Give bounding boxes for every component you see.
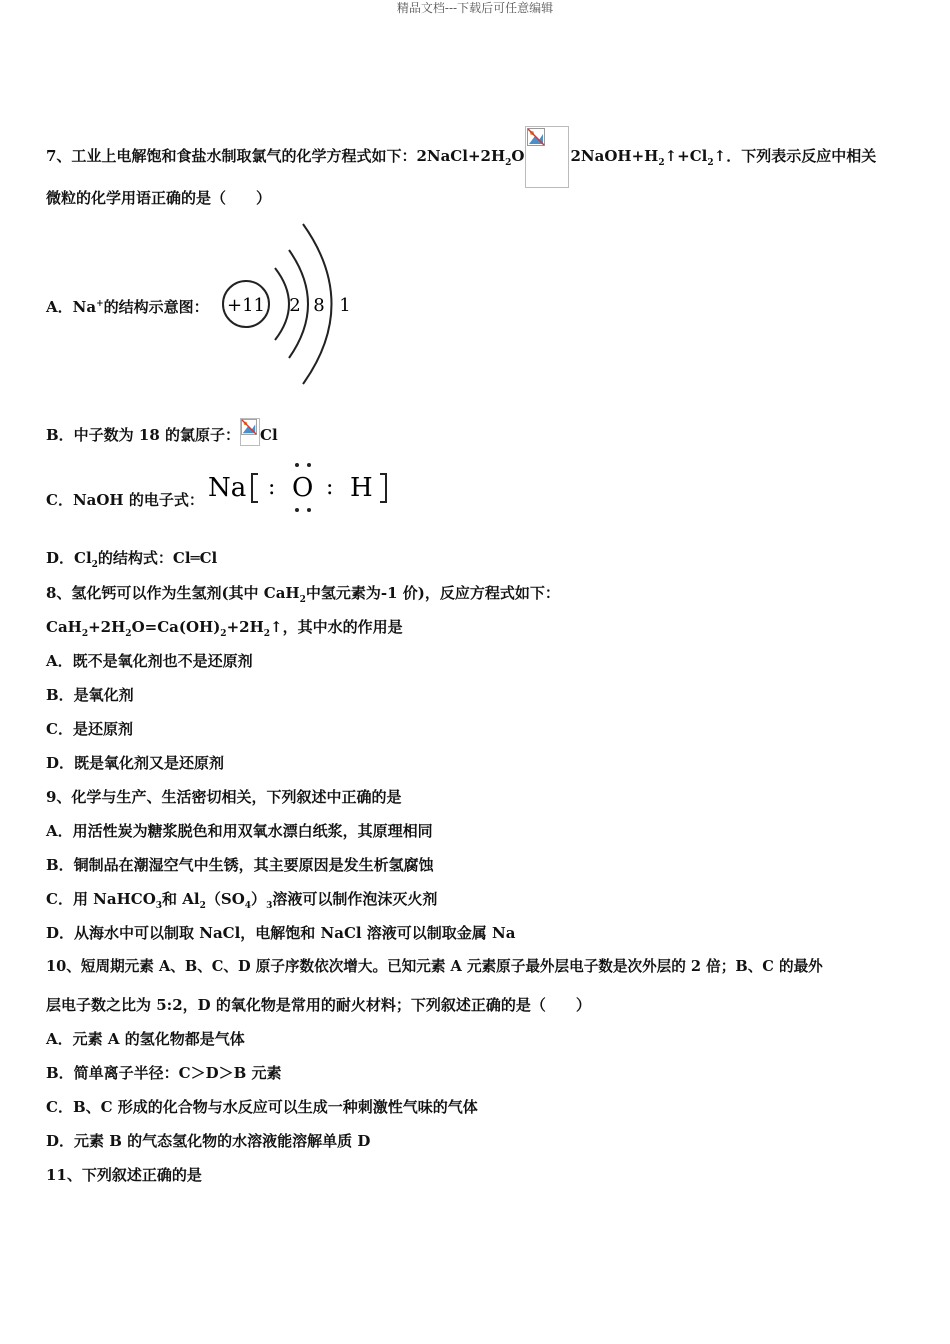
q7-option-d: D．$Cl_2$的结构式：Cl═Cl (46, 549, 218, 570)
naoh-electron-formula (206, 458, 391, 518)
shell-arc-1 (275, 268, 289, 340)
page-header: 精品文档---下载后可任意编辑 (396, 1, 554, 15)
q10-option-a: A．元素 A 的氢化物都是气体 (46, 1030, 245, 1048)
electron-dot (295, 508, 299, 512)
shell-count-1: 2 (289, 295, 301, 316)
right-bracket (380, 474, 386, 502)
q10-option-c: C．B、C 形成的化合物与水反应可以生成一种刺激性气味的气体 (46, 1098, 478, 1116)
electron-pair-right: : (326, 475, 334, 500)
q8-stem-line1: 8、氢化钙可以作为生氢剂(其中 CaH$_2$中氢元素为-1 价)，反应方程式如下： (46, 584, 560, 605)
q9-stem: 9、化学与生产、生活密切相关，下列叙述中正确的是 (46, 788, 402, 806)
q9-option-b: B．铜制品在潮湿空气中生锈，其主要原因是发生析氢腐蚀 (46, 856, 434, 874)
q10-option-d: D．元素 B 的气态氢化物的水溶液能溶解单质 D (46, 1132, 371, 1150)
electron-pair-left: : (268, 475, 276, 500)
q11-stem: 11、下列叙述正确的是 (46, 1166, 202, 1184)
hydrogen-symbol: H (350, 473, 373, 503)
q10-stem-line2: 层电子数之比为 5:2，D 的氧化物是常用的耐火材料；下列叙述正确的是（ ） (46, 996, 591, 1014)
shell-count-3: 1 (339, 295, 351, 316)
q9-option-d: D．从海水中可以制取 NaCl，电解饱和 NaCl 溶液可以制取金属 Na (46, 924, 516, 942)
sodium-ion-structure-diagram (215, 220, 360, 390)
shell-count-2: 8 (313, 295, 325, 316)
q8-option-b: B．是氧化剂 (46, 686, 134, 704)
q10-option-b: B．简单离子半径：C＞D＞B 元素 (46, 1064, 282, 1082)
q8-option-d: D．既是氧化剂又是还原剂 (46, 754, 225, 772)
broken-image-icon (525, 126, 569, 188)
electron-dot (307, 508, 311, 512)
electron-dot (307, 463, 311, 467)
electron-dot (295, 463, 299, 467)
q7-option-c: C．NaOH 的电子式： (46, 491, 204, 509)
left-bracket (252, 474, 258, 502)
q9-option-c: C．用 NaHCO$_3$和 $Al_2(SO_4)_3$溶液可以制作泡沫灭火剂 (46, 890, 438, 911)
q7-stem-line2: 微粒的化学用语正确的是（ ） (46, 189, 272, 207)
sodium-symbol: Na (208, 473, 247, 503)
q8-option-c: C．是还原剂 (46, 720, 133, 738)
q10-stem-line1: 10、短周期元素 A、B、C、D 原子序数依次增大。已知元素 A 元素原子最外层电子数是次外层的 2 倍；B、C 的最外 (46, 958, 823, 975)
oxygen-symbol: O (292, 473, 314, 503)
nucleus-charge: +11 (227, 295, 265, 316)
q8-option-a: A．既不是氧化剂也不是还原剂 (46, 652, 253, 670)
q7-option-a: A．Na+的结构示意图： (46, 298, 209, 316)
broken-image-icon (240, 418, 260, 446)
q7-option-b: B．中子数为 18 的氯原子： Cl (46, 418, 278, 446)
q9-option-a: A．用活性炭为糖浆脱色和用双氧水漂白纸浆，其原理相同 (46, 822, 433, 840)
q7-stem-line1: 7、工业上电解饱和食盐水制取氯气的化学方程式如下：$2NaCl+2H_2O$ $2NaOH+H_2↑+Cl_2↑$．下列表示反应中相关 (46, 126, 876, 188)
q8-equation: $CaH_2+2H_2O=Ca(OH)_2+2H_2↑$，其中水的作用是 (46, 618, 403, 639)
